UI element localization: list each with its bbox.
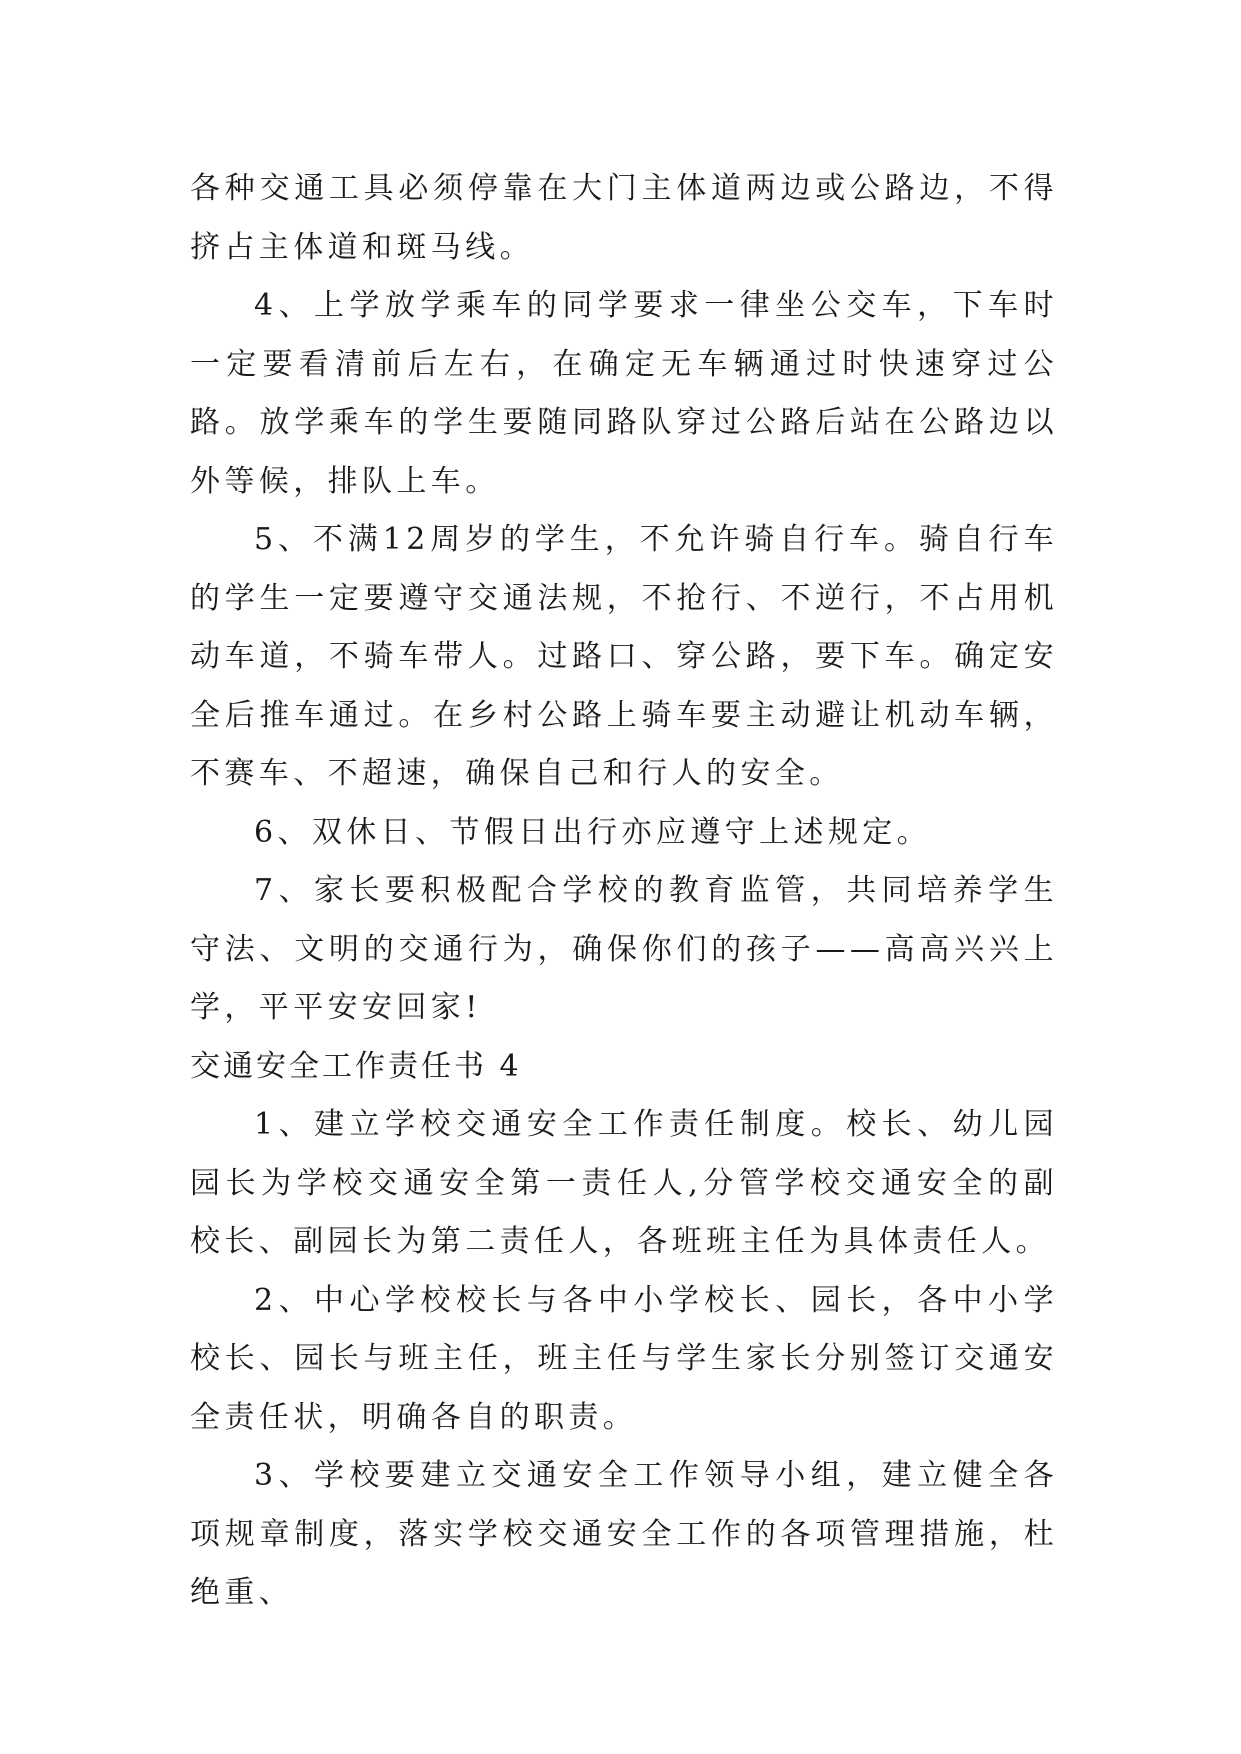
- paragraph-duty-1: 1、建立学校交通安全工作责任制度。校长、幼儿园园长为学校交通安全第一责任人,分管学校交通安全的副校长、副园长为第二责任人，各班班主任为具体责任人。: [190, 1107, 1058, 1259]
- paragraph-rule-7: 7、家长要积极配合学校的教育监管，共同培养学生守法、文明的交通行为，确保你们的孩子——高高兴兴上学，平平安安回家!: [190, 873, 1058, 1025]
- paragraph-rule-6: 6、双休日、节假日出行亦应遵守上述规定。: [254, 814, 932, 850]
- paragraph-rule-5: 5、不满12周岁的学生，不允许骑自行车。骑自行车的学生一定要遵守交通法规，不抢行、不逆行，不占用机动车道，不骑车带人。过路口、穿公路，要下车。确定安全后推车通过。在乡村公路上骑车要主动避让机动车辆，不赛车、不超速，确保自己和行人的安全。: [190, 522, 1058, 791]
- paragraph-duty-2: 2、中心学校校长与各中小学校长、园长，各中小学校长、园长与班主任，班主任与学生家长分别签订交通安全责任状，明确各自的职责。: [190, 1282, 1058, 1435]
- document-body: [190, 160, 1058, 1623]
- paragraph-rule-4: 4、上学放学乘车的同学要求一律坐公交车，下车时一定要看清前后左右，在确定无车辆通过时快速穿过公路。放学乘车的学生要随同路队穿过公路后站在公路边以外等候，排队上车。: [190, 288, 1058, 499]
- section-heading: 交通安全工作责任书 4: [190, 1048, 522, 1084]
- paragraph-vehicle-parking: 各种交通工具必须停靠在大门主体道两边或公路边，不得挤占主体道和斑马线。: [190, 171, 1058, 265]
- paragraph-duty-3: 3、学校要建立交通安全工作领导小组，建立健全各项规章制度，落实学校交通安全工作的各项管理措施，杜绝重、: [190, 1458, 1058, 1610]
